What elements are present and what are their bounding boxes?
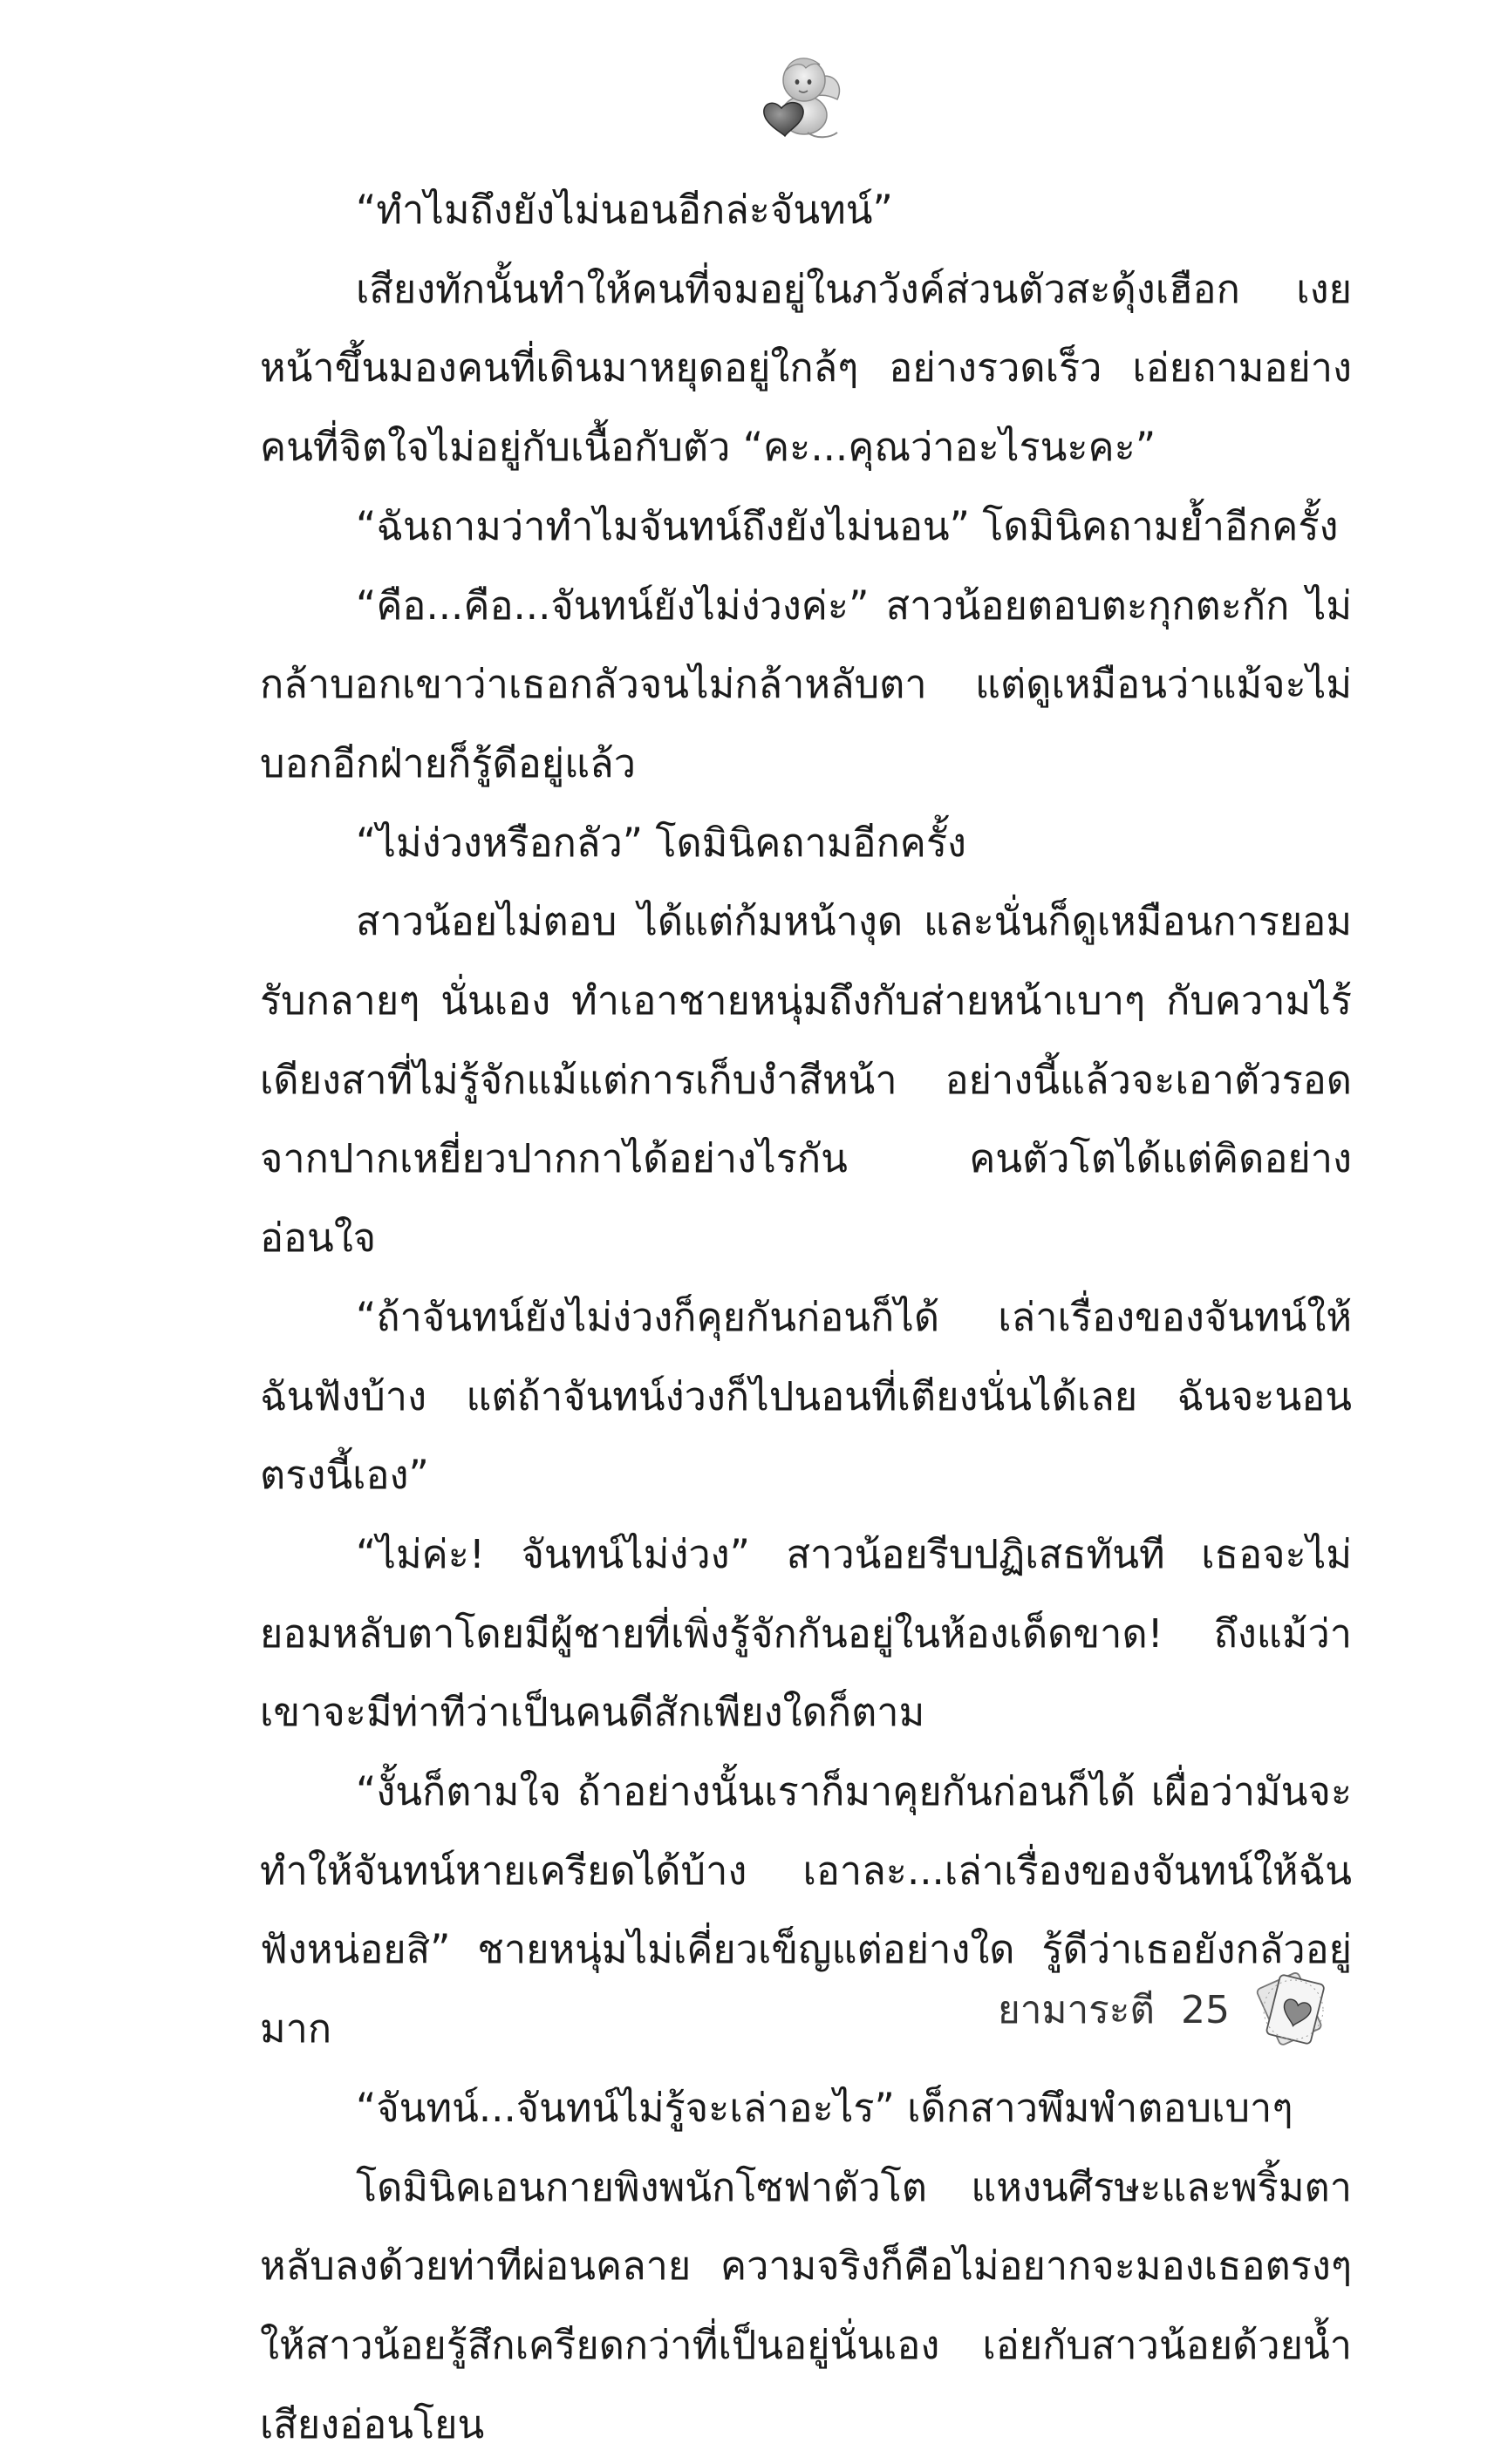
paragraph: “คือ...คือ...จันทน์ยังไม่ง่วงค่ะ” สาวน้อยตอบตะกุกตะกัก ไม่กล้าบอกเขาว่าเธอกลัวจนไม่กล้าหลับตา แต่ดูเหมือนว่าแม้จะไม่บอกอีกฝ่ายก็รู้ดีอยู่แล้ว xyxy=(260,582,1352,786)
paragraph: “ฉันถามว่าทำไมจันทน์ถึงยังไม่นอน” โดมินิคถามย้ำอีกครั้ง xyxy=(356,502,1339,549)
page-number: 25 xyxy=(1181,1987,1230,2032)
body-text xyxy=(260,171,1352,2464)
book-title: ยามาระตี xyxy=(997,1988,1155,2032)
paragraph: สาวน้อยไม่ตอบ ได้แต่ก้มหน้างุด และนั่นก็ดูเหมือนการยอมรับกลายๆ นั่นเอง ทำเอาชายหนุ่มถึงกับส่ายหน้าเบาๆ กับความไร้เดียงสาที่ไม่รู้จักแม้แต่การเก็บงำสีหน้า อย่างนี้แล้วจะเอาตัวรอดจากปากเหยี่ยวปากกาได้อย่างไรกัน คนตัวโตได้แต่คิดอย่างอ่อนใจ xyxy=(260,898,1352,1262)
paragraph: “ทำไมถึงยังไม่นอนอีกล่ะจันทน์” xyxy=(356,187,893,233)
page-footer xyxy=(998,1962,1341,2058)
paragraph: เสียงทักนั้นทำให้คนที่จมอยู่ในภวังค์ส่วนตัวสะดุ้งเฮือก เงยหน้าขึ้นมองคนที่เดินมาหยุดอยู่ใกล้ๆ อย่างรวดเร็ว เอ่ยถามอย่างคนที่จิตใจไม่อยู่กับเนื้อกับตัว “คะ...คุณว่าอะไรนะคะ” xyxy=(260,265,1352,471)
paragraph: “จันทน์...จันทน์ไม่รู้จะเล่าอะไร” เด็กสาวพึมพำตอบเบาๆ xyxy=(356,2084,1293,2131)
cherub-heart-icon xyxy=(747,44,851,148)
paragraph: “ไม่ง่วงหรือกลัว” โดมินิคถามอีกครั้ง xyxy=(356,819,967,866)
paragraph: “งั้นก็ตามใจ ถ้าอย่างนั้นเราก็มาคุยกันก่อนก็ได้ เผื่อว่ามันจะทำให้จันทน์หายเครียดได้บ้าง เอาละ...เล่าเรื่องของจันทน์ให้ฉันฟังหน่อยสิ” ชายหนุ่มไม่เคี่ยวเข็ญแต่อย่างใด รู้ดีว่าเธอยังกลัวอยู่มาก xyxy=(260,1768,1352,2052)
paragraph: “ไม่ค่ะ! จันทน์ไม่ง่วง” สาวน้อยรีบปฏิเสธทันที เธอจะไม่ยอมหลับตาโดยมีผู้ชายที่เพิ่งรู้จักกันอยู่ในห้องเด็ดขาด! ถึงแม้ว่าเขาจะมีท่าทีว่าเป็นคนดีสักเพียงใดก็ตาม xyxy=(260,1530,1352,1736)
paragraph: โดมินิคเอนกายพิงพนักโซฟาตัวโต แหงนศีรษะและพริ้มตาหลับลงด้วยท่าทีผ่อนคลาย ความจริงก็คือไม่อยากจะมองเธอตรงๆ ให้สาวน้อยรู้สึกเครียดกว่าที่เป็นอยู่นั่นเอง เอ่ยกับสาวน้อยด้วยน้ำเสียงอ่อนโยน xyxy=(260,2163,1352,2447)
paragraph: “ถ้าจันทน์ยังไม่ง่วงก็คุยกันก่อนก็ได้ เล่าเรื่องของจันทน์ให้ฉันฟังบ้าง แต่ถ้าจันทน์ง่วงก็ไปนอนที่เตียงนั่นได้เลย ฉันจะนอนตรงนี้เอง” xyxy=(260,1293,1352,1499)
playing-cards-icon xyxy=(1245,1962,1341,2058)
